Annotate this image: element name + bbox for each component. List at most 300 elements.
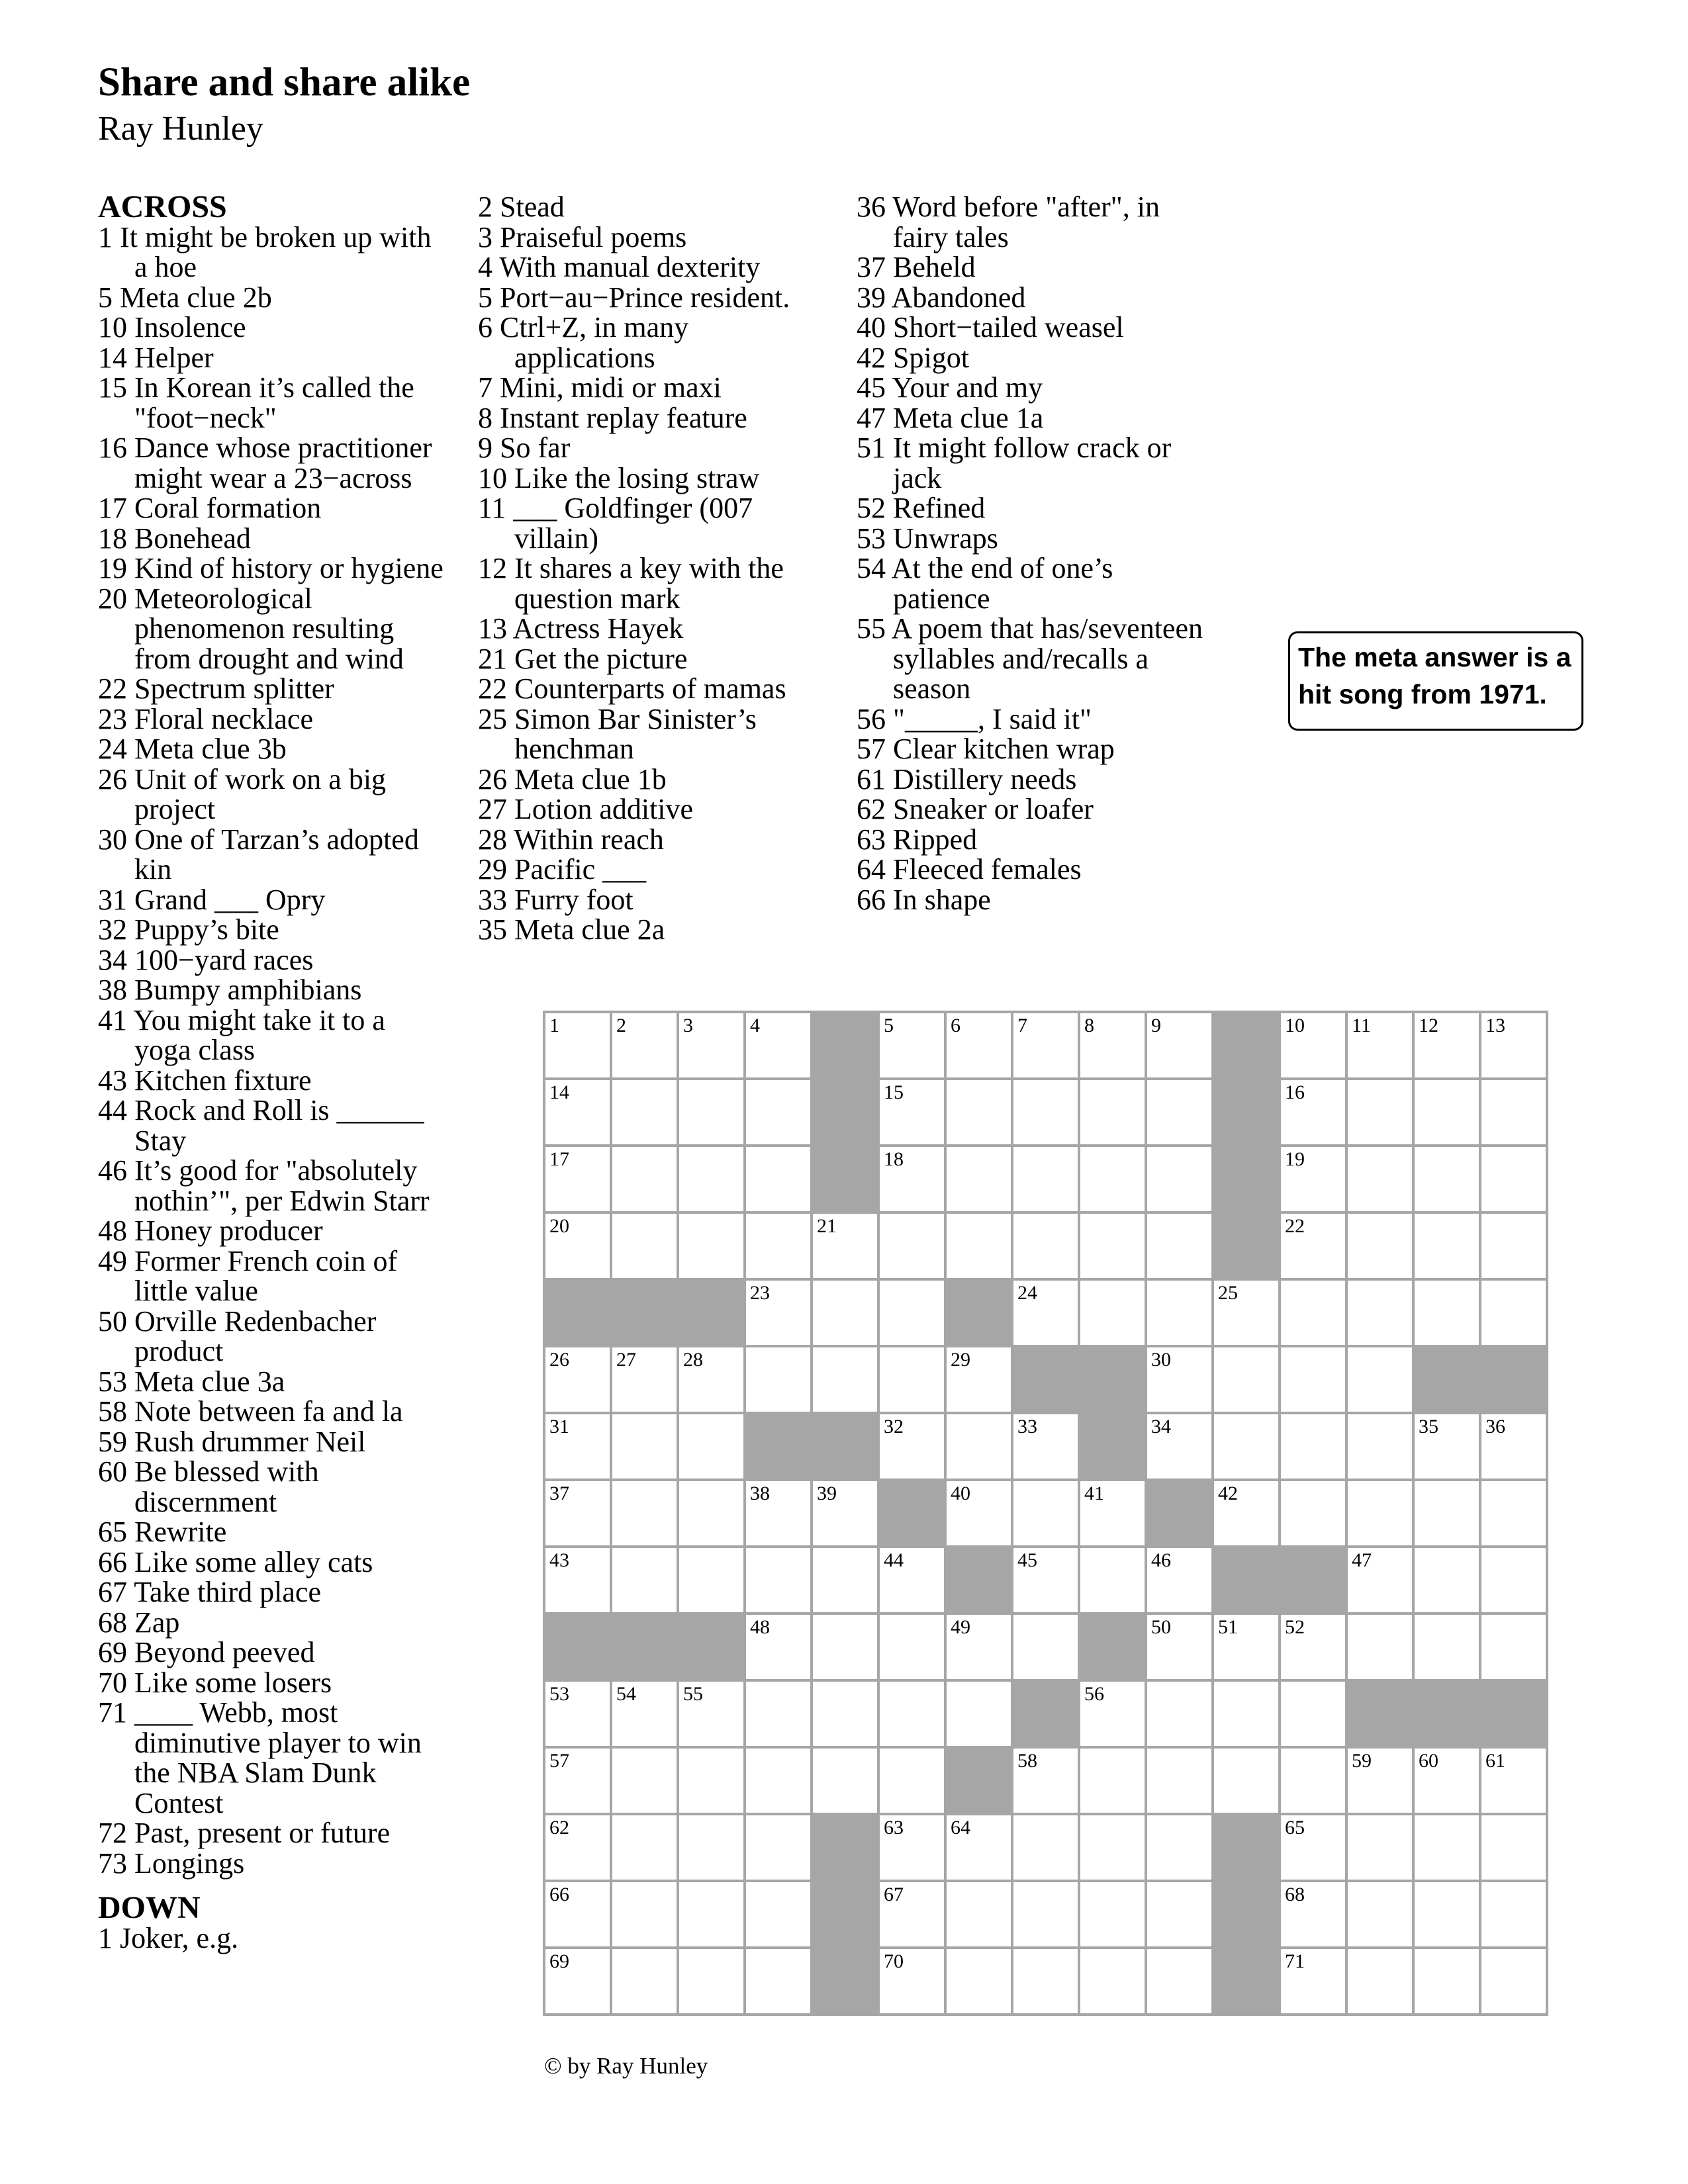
- cell-number: 44: [884, 1549, 904, 1571]
- across-clue-67: 67 Take third place: [98, 1576, 321, 1608]
- grid-cell: [1280, 1212, 1346, 1279]
- grid-cell: [678, 1948, 745, 2015]
- grid-cell: [878, 1413, 945, 1480]
- down-clue-29: 29 Pacific ___: [478, 853, 647, 886]
- cell-number: 49: [951, 1616, 970, 1638]
- down-clue-28: 28 Within reach: [478, 823, 664, 856]
- grid-cell: [1346, 1079, 1413, 1146]
- grid-cell: [1012, 1413, 1079, 1480]
- cell-number: 39: [817, 1482, 837, 1504]
- across-clue-46: 46 It’s good for "absolutely nothin’", per Edwin Starr: [98, 1154, 430, 1217]
- cell-number: 30: [1151, 1349, 1171, 1371]
- cell-number: 20: [549, 1215, 569, 1237]
- down-clue-26: 26 Meta clue 1b: [478, 762, 667, 796]
- grid-block: [611, 1279, 678, 1346]
- down-clue-9: 9 So far: [478, 432, 571, 464]
- grid-cell: [1480, 1614, 1547, 1680]
- cell-number: 24: [1017, 1282, 1037, 1304]
- across-clue-66: 66 Like some alley cats: [98, 1545, 373, 1578]
- grid-cell: [945, 1212, 1012, 1279]
- cell-number: 10: [1285, 1015, 1305, 1036]
- grid-block: [1079, 1614, 1146, 1680]
- cell-number: 57: [549, 1750, 569, 1772]
- grid-cell: [878, 1614, 945, 1680]
- grid-cell: [1346, 1948, 1413, 2015]
- grid-block: [1213, 1814, 1280, 1881]
- down-clue-21: 21 Get the picture: [478, 642, 688, 675]
- down-clue-40: 40 Short−tailed weasel: [857, 311, 1124, 343]
- across-clue-43: 43 Kitchen fixture: [98, 1064, 312, 1097]
- across-clue-44: 44 Rock and Roll is ______ Stay: [98, 1094, 424, 1157]
- grid-cell: [745, 1012, 812, 1079]
- grid-cell: [1480, 1146, 1547, 1212]
- grid-cell: [1012, 1814, 1079, 1881]
- grid-cell: [878, 1346, 945, 1413]
- cell-number: 64: [951, 1817, 970, 1839]
- grid-cell: [945, 1346, 1012, 1413]
- grid-cell: [1146, 1413, 1213, 1480]
- grid-cell: [1146, 1279, 1213, 1346]
- cell-number: 66: [549, 1884, 569, 1905]
- cell-number: 63: [884, 1817, 904, 1839]
- grid-cell: [544, 1413, 611, 1480]
- grid-cell: [1480, 1814, 1547, 1881]
- grid-cell: [1346, 1146, 1413, 1212]
- cell-number: 67: [884, 1884, 904, 1905]
- grid-cell: [945, 1146, 1012, 1212]
- across-clue-32: 32 Puppy’s bite: [98, 913, 279, 946]
- grid-block: [1213, 1212, 1280, 1279]
- grid-cell: [945, 1680, 1012, 1747]
- grid-cell: [878, 1079, 945, 1146]
- across-clue-31: 31 Grand ___ Opry: [98, 883, 326, 916]
- grid-cell: [1413, 1212, 1480, 1279]
- grid-cell: [1079, 1480, 1146, 1547]
- down-clue-45: 45 Your and my: [857, 371, 1043, 404]
- cell-number: 50: [1151, 1616, 1171, 1638]
- grid-cell: [1213, 1480, 1280, 1547]
- grid-cell: [1280, 1146, 1346, 1212]
- grid-block: [544, 1614, 611, 1680]
- grid-cell: [1213, 1747, 1280, 1814]
- grid-block: [1213, 1079, 1280, 1146]
- grid-cell: [1213, 1279, 1280, 1346]
- grid-cell: [1079, 1146, 1146, 1212]
- grid-cell: [544, 1346, 611, 1413]
- grid-cell: [945, 1614, 1012, 1680]
- down-clue-57: 57 Clear kitchen wrap: [857, 733, 1115, 765]
- grid-cell: [1280, 1814, 1346, 1881]
- grid-cell: [678, 1012, 745, 1079]
- grid-cell: [611, 1346, 678, 1413]
- grid-cell: [1146, 1881, 1213, 1948]
- grid-cell: [678, 1814, 745, 1881]
- down-clue-61: 61 Distillery needs: [857, 762, 1077, 796]
- cell-number: 36: [1485, 1416, 1505, 1437]
- grid-cell: [878, 1680, 945, 1747]
- cell-number: 40: [951, 1482, 970, 1504]
- across-heading: ACROSS: [98, 189, 227, 224]
- cell-number: 22: [1285, 1215, 1305, 1237]
- grid-cell: [1012, 1747, 1079, 1814]
- grid-cell: [1346, 1747, 1413, 1814]
- grid-cell: [611, 1480, 678, 1547]
- grid-cell: [945, 1814, 1012, 1881]
- grid-cell: [1413, 1881, 1480, 1948]
- grid-cell: [544, 1212, 611, 1279]
- grid-cell: [812, 1680, 878, 1747]
- grid-cell: [1413, 1747, 1480, 1814]
- down-clue-52: 52 Refined: [857, 492, 986, 524]
- grid-cell: [878, 1146, 945, 1212]
- grid-cell: [1079, 1012, 1146, 1079]
- grid-cell: [1012, 1948, 1079, 2015]
- down-clue-4: 4 With manual dexterity: [478, 251, 761, 283]
- grid-cell: [1480, 1747, 1547, 1814]
- across-clue-60: 60 Be blessed with discernment: [98, 1455, 319, 1518]
- grid-block: [1012, 1680, 1079, 1747]
- grid-block: [945, 1279, 1012, 1346]
- down-clue-35: 35 Meta clue 2a: [478, 913, 665, 946]
- grid-cell: [1413, 1814, 1480, 1881]
- grid-cell: [1079, 1948, 1146, 2015]
- grid-cell: [1213, 1413, 1280, 1480]
- across-clue-5: 5 Meta clue 2b: [98, 281, 272, 314]
- down-clue-47: 47 Meta clue 1a: [857, 401, 1044, 434]
- down-clue-36: 36 Word before "after", in fairy tales: [857, 191, 1160, 253]
- down-heading: DOWN: [98, 1890, 201, 1925]
- grid-block: [945, 1547, 1012, 1614]
- grid-block: [1146, 1480, 1213, 1547]
- grid-block: [1213, 1012, 1280, 1079]
- grid-cell: [1346, 1881, 1413, 1948]
- grid-cell: [1480, 1547, 1547, 1614]
- grid-cell: [544, 1814, 611, 1881]
- grid-block: [1280, 1547, 1346, 1614]
- grid-block: [945, 1747, 1012, 1814]
- cell-number: 53: [549, 1683, 569, 1705]
- grid-cell: [1079, 1881, 1146, 1948]
- down-clue-66: 66 In shape: [857, 883, 991, 916]
- grid-cell: [611, 1212, 678, 1279]
- down-clue-27: 27 Lotion additive: [478, 793, 694, 825]
- grid-cell: [544, 1012, 611, 1079]
- copyright-notice: © by Ray Hunley: [544, 2053, 708, 2079]
- grid-cell: [745, 1279, 812, 1346]
- grid-cell: [878, 1547, 945, 1614]
- cell-number: 19: [1285, 1148, 1305, 1170]
- grid-cell: [1146, 1680, 1213, 1747]
- cell-number: 1: [549, 1015, 559, 1036]
- grid-cell: [1480, 1279, 1547, 1346]
- across-clue-50: 50 Orville Redenbacher product: [98, 1304, 377, 1367]
- grid-cell: [745, 1948, 812, 2015]
- across-clue-14: 14 Helper: [98, 341, 214, 374]
- across-clue-68: 68 Zap: [98, 1606, 180, 1639]
- grid-cell: [1280, 1012, 1346, 1079]
- across-clue-70: 70 Like some losers: [98, 1666, 332, 1699]
- cell-number: 23: [750, 1282, 770, 1304]
- cell-number: 29: [951, 1349, 970, 1371]
- grid-cell: [678, 1680, 745, 1747]
- cell-number: 28: [683, 1349, 703, 1371]
- grid-cell: [678, 1747, 745, 1814]
- cell-number: 17: [549, 1148, 569, 1170]
- grid-cell: [678, 1079, 745, 1146]
- cell-number: 58: [1017, 1750, 1037, 1772]
- grid-cell: [611, 1079, 678, 1146]
- down-clue-22: 22 Counterparts of mamas: [478, 672, 786, 705]
- grid-cell: [1146, 1079, 1213, 1146]
- grid-cell: [745, 1079, 812, 1146]
- across-clue-69: 69 Beyond peeved: [98, 1636, 315, 1668]
- grid-cell: [1346, 1614, 1413, 1680]
- grid-cell: [611, 1814, 678, 1881]
- grid-cell: [611, 1680, 678, 1747]
- crossword-grid: [543, 1011, 1548, 2016]
- across-clue-26: 26 Unit of work on a big project: [98, 762, 387, 825]
- cell-number: 13: [1485, 1015, 1505, 1036]
- cell-number: 52: [1285, 1616, 1305, 1638]
- grid-block: [1213, 1881, 1280, 1948]
- grid-block: [1213, 1948, 1280, 2015]
- grid-cell: [544, 1146, 611, 1212]
- cell-number: 3: [683, 1015, 693, 1036]
- down-clue-39: 39 Abandoned: [857, 281, 1026, 314]
- cell-number: 37: [549, 1482, 569, 1504]
- down-clue-list-part-1: [98, 1923, 449, 1954]
- across-clue-53: 53 Meta clue 3a: [98, 1365, 285, 1398]
- cell-number: 21: [817, 1215, 837, 1237]
- grid-cell: [1346, 1012, 1413, 1079]
- grid-cell: [611, 1881, 678, 1948]
- cell-number: 47: [1352, 1549, 1372, 1571]
- cell-number: 4: [750, 1015, 760, 1036]
- grid-cell: [1079, 1680, 1146, 1747]
- grid-block: [1346, 1680, 1413, 1747]
- across-clue-38: 38 Bumpy amphibians: [98, 974, 362, 1006]
- cell-number: 59: [1352, 1750, 1372, 1772]
- down-clue-42: 42 Spigot: [857, 341, 969, 374]
- grid-block: [1079, 1346, 1146, 1413]
- grid-block: [1480, 1680, 1547, 1747]
- grid-cell: [1413, 1614, 1480, 1680]
- grid-cell: [1346, 1547, 1413, 1614]
- grid-block: [812, 1146, 878, 1212]
- grid-cell: [1280, 1614, 1346, 1680]
- grid-cell: [544, 1881, 611, 1948]
- cell-number: 2: [616, 1015, 626, 1036]
- cell-number: 27: [616, 1349, 636, 1371]
- grid-cell: [1146, 1146, 1213, 1212]
- grid-block: [1413, 1346, 1480, 1413]
- grid-cell: [1480, 1881, 1547, 1948]
- grid-cell: [678, 1346, 745, 1413]
- grid-cell: [1079, 1747, 1146, 1814]
- grid-cell: [1346, 1413, 1413, 1480]
- grid-cell: [678, 1881, 745, 1948]
- cell-number: 60: [1419, 1750, 1438, 1772]
- across-clue-41: 41 You might take it to a yoga class: [98, 1003, 385, 1066]
- cell-number: 55: [683, 1683, 703, 1705]
- grid-cell: [745, 1480, 812, 1547]
- down-clue-list-part-2: [478, 192, 829, 945]
- grid-cell: [878, 1881, 945, 1948]
- cell-number: 38: [750, 1482, 770, 1504]
- across-clue-65: 65 Rewrite: [98, 1516, 227, 1548]
- across-clue-73: 73 Longings: [98, 1846, 245, 1880]
- grid-cell: [1413, 1012, 1480, 1079]
- grid-block: [1213, 1146, 1280, 1212]
- down-clue-64: 64 Fleeced females: [857, 853, 1082, 886]
- grid-cell: [745, 1146, 812, 1212]
- grid-cell: [1280, 1079, 1346, 1146]
- grid-cell: [1012, 1012, 1079, 1079]
- cell-number: 18: [884, 1148, 904, 1170]
- grid-cell: [1280, 1948, 1346, 2015]
- grid-cell: [611, 1547, 678, 1614]
- grid-cell: [1280, 1747, 1346, 1814]
- grid-cell: [945, 1948, 1012, 2015]
- across-clue-1: 1 It might be broken up with a hoe: [98, 220, 432, 283]
- grid-block: [745, 1413, 812, 1480]
- cell-number: 5: [884, 1015, 894, 1036]
- across-clue-19: 19 Kind of history or hygiene: [98, 552, 444, 584]
- grid-cell: [745, 1212, 812, 1279]
- grid-cell: [544, 1948, 611, 2015]
- grid-block: [812, 1413, 878, 1480]
- grid-cell: [745, 1881, 812, 1948]
- cell-number: 12: [1419, 1015, 1438, 1036]
- grid-cell: [611, 1747, 678, 1814]
- grid-cell: [812, 1614, 878, 1680]
- grid-cell: [1346, 1814, 1413, 1881]
- grid-cell: [1346, 1212, 1413, 1279]
- down-clue-55: 55 A poem that has/seventeen syllables and/recalls a season: [857, 612, 1203, 705]
- grid-cell: [1413, 1279, 1480, 1346]
- across-clue-23: 23 Floral necklace: [98, 702, 313, 735]
- across-clue-list: [98, 222, 449, 1879]
- grid-cell: [945, 1480, 1012, 1547]
- grid-cell: [678, 1480, 745, 1547]
- cell-number: 62: [549, 1817, 569, 1839]
- grid-cell: [1280, 1279, 1346, 1346]
- cell-number: 31: [549, 1416, 569, 1437]
- down-clue-53: 53 Unwraps: [857, 522, 998, 555]
- down-clue-12: 12 It shares a key with the question mark: [478, 552, 784, 615]
- grid-cell: [1413, 1948, 1480, 2015]
- down-clue-list-part-3: [857, 192, 1207, 915]
- cell-number: 35: [1419, 1416, 1438, 1437]
- cell-number: 43: [549, 1549, 569, 1571]
- cell-number: 65: [1285, 1817, 1305, 1839]
- grid-cell: [1213, 1346, 1280, 1413]
- grid-cell: [1146, 1012, 1213, 1079]
- grid-cell: [945, 1012, 1012, 1079]
- grid-cell: [812, 1212, 878, 1279]
- cell-number: 54: [616, 1683, 636, 1705]
- grid-block: [678, 1279, 745, 1346]
- cell-number: 42: [1218, 1482, 1238, 1504]
- grid-cell: [1280, 1413, 1346, 1480]
- across-clue-10: 10 Insolence: [98, 311, 246, 343]
- across-clue-18: 18 Bonehead: [98, 522, 251, 555]
- across-clue-72: 72 Past, present or future: [98, 1817, 391, 1849]
- cell-number: 71: [1285, 1950, 1305, 1972]
- grid-cell: [1480, 1413, 1547, 1480]
- grid-cell: [1012, 1547, 1079, 1614]
- grid-cell: [878, 1747, 945, 1814]
- cell-number: 51: [1218, 1616, 1238, 1638]
- grid-block: [1480, 1346, 1547, 1413]
- grid-block: [678, 1614, 745, 1680]
- grid-block: [1213, 1547, 1280, 1614]
- grid-cell: [1480, 1012, 1547, 1079]
- down-clue-11: 11 ___ Goldfinger (007 villain): [478, 492, 753, 555]
- grid-cell: [745, 1680, 812, 1747]
- across-clue-48: 48 Honey producer: [98, 1214, 323, 1247]
- across-clue-17: 17 Coral formation: [98, 492, 322, 524]
- grid-block: [1079, 1413, 1146, 1480]
- across-clue-71: 71 ____ Webb, most diminutive player to win the NBA Slam Dunk Contest: [98, 1696, 422, 1819]
- grid-block: [812, 1948, 878, 2015]
- down-clue-62: 62 Sneaker or loafer: [857, 793, 1094, 825]
- grid-block: [812, 1079, 878, 1146]
- clue-column-2: [478, 192, 829, 945]
- grid-cell: [1280, 1881, 1346, 1948]
- grid-cell: [945, 1079, 1012, 1146]
- grid-cell: [1413, 1547, 1480, 1614]
- grid-cell: [1012, 1480, 1079, 1547]
- grid-cell: [1012, 1614, 1079, 1680]
- across-clue-34: 34 100−yard races: [98, 943, 314, 976]
- grid-cell: [611, 1413, 678, 1480]
- grid-cell: [1413, 1480, 1480, 1547]
- down-clue-10: 10 Like the losing straw: [478, 461, 760, 494]
- grid-cell: [745, 1814, 812, 1881]
- grid-cell: [1146, 1614, 1213, 1680]
- grid-cell: [745, 1547, 812, 1614]
- grid-cell: [1413, 1413, 1480, 1480]
- cell-number: 45: [1017, 1549, 1037, 1571]
- down-clue-25: 25 Simon Bar Sinister’s henchman: [478, 702, 757, 765]
- cell-number: 14: [549, 1081, 569, 1103]
- cell-number: 70: [884, 1950, 904, 1972]
- cell-number: 33: [1017, 1416, 1037, 1437]
- down-clue-6: 6 Ctrl+Z, in many applications: [478, 311, 689, 374]
- grid-cell: [678, 1413, 745, 1480]
- grid-cell: [1280, 1480, 1346, 1547]
- down-clue-2: 2 Stead: [478, 191, 565, 223]
- down-clue-5: 5 Port−au−Prince resident.: [478, 281, 790, 314]
- grid-cell: [945, 1881, 1012, 1948]
- across-clue-30: 30 One of Tarzan’s adopted kin: [98, 823, 419, 886]
- grid-cell: [1213, 1680, 1280, 1747]
- meta-answer-note: The meta answer is a hit song from 1971.: [1288, 631, 1583, 731]
- grid-cell: [1079, 1547, 1146, 1614]
- grid-cell: [544, 1079, 611, 1146]
- grid-cell: [1346, 1346, 1413, 1413]
- grid-cell: [678, 1146, 745, 1212]
- down-clue-8: 8 Instant replay feature: [478, 401, 747, 434]
- across-clue-22: 22 Spectrum splitter: [98, 672, 334, 705]
- clue-column-1: [98, 189, 449, 1954]
- grid-cell: [1480, 1948, 1547, 2015]
- grid-cell: [544, 1547, 611, 1614]
- grid-cell: [745, 1346, 812, 1413]
- cell-number: 8: [1084, 1015, 1094, 1036]
- grid-cell: [812, 1279, 878, 1346]
